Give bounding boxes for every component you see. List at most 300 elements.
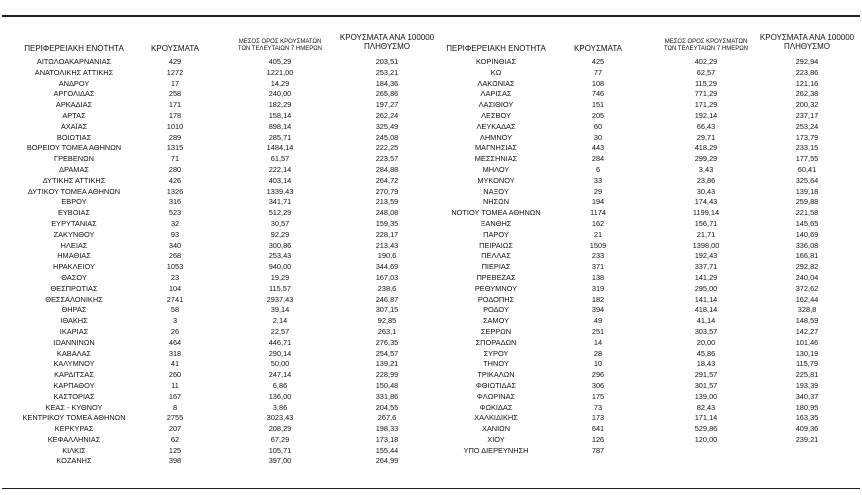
left-region-cell: ΗΡΑΚΛΕΙΟΥ bbox=[53, 262, 95, 272]
left-per100k-cell: 228,99 bbox=[375, 370, 399, 380]
right-avg-cell: 45,86 bbox=[696, 348, 716, 358]
right-region-cell: ΣΥΡΟΥ bbox=[483, 348, 509, 358]
right-per100k-column bbox=[758, 57, 856, 456]
left-region-cell: ΔΥΤΙΚΟΥ ΤΟΜΕΑ ΑΘΗΝΩΝ bbox=[27, 186, 121, 196]
right-cases-cell: 77 bbox=[593, 67, 603, 77]
left-avg-cell: 158,14 bbox=[268, 110, 292, 120]
right-region-cell: ΦΛΩΡΙΝΑΣ bbox=[476, 391, 516, 401]
left-avg-cell: 14,29 bbox=[270, 78, 290, 88]
left-cases-cell: 426 bbox=[168, 175, 182, 185]
left-region-cell: ΙΚΑΡΙΑΣ bbox=[59, 326, 89, 336]
left-per100k-cell: 184,36 bbox=[375, 78, 399, 88]
right-avg-cell: 141,29 bbox=[694, 272, 718, 282]
left-per100k-cell: 267,6 bbox=[377, 413, 397, 423]
right-avg-cell: 171,29 bbox=[694, 100, 718, 110]
header-avg-right bbox=[646, 39, 766, 52]
left-region-cell: ΚΑΡΠΑΘΟΥ bbox=[53, 380, 95, 390]
header-per100k-line1: ΚΡΟΥΣΜΑΤΑ ΑΝΑ 100000 bbox=[339, 33, 435, 42]
left-avg-cell: 290,14 bbox=[268, 348, 292, 358]
left-per100k-cell: 284,88 bbox=[375, 164, 399, 174]
right-per100k-cell: 101,46 bbox=[795, 337, 819, 347]
right-cases-cell: 394 bbox=[591, 305, 605, 315]
left-cases-cell: 316 bbox=[168, 197, 182, 207]
left-avg-cell: 3,86 bbox=[272, 402, 288, 412]
left-per100k-cell: 270,79 bbox=[375, 186, 399, 196]
left-avg-cell: 940,00 bbox=[268, 262, 292, 272]
header-cases-left: ΚΡΟΥΣΜΑΤΑ bbox=[151, 44, 199, 53]
left-avg-cell: 3023,43 bbox=[266, 413, 294, 423]
left-region-cell: ΚΕΝΤΡΙΚΟΥ ΤΟΜΕΑ ΑΘΗΝΩΝ bbox=[22, 413, 126, 423]
right-region-cell: ΦΩΚΙΔΑΣ bbox=[479, 402, 513, 412]
right-cases-cell: 1174 bbox=[590, 208, 606, 218]
right-cases-cell: 28 bbox=[593, 348, 603, 358]
right-avg-cell: 141,14 bbox=[694, 294, 718, 304]
right-region-cell: ΚΩ bbox=[490, 67, 502, 77]
right-avg-cell: 337,71 bbox=[694, 262, 718, 272]
left-avg-cell: 240,00 bbox=[268, 89, 292, 99]
left-avg-cell: 1339,43 bbox=[266, 186, 294, 196]
right-per100k-cell: 130,19 bbox=[795, 348, 819, 358]
left-per100k-cell: 262,24 bbox=[375, 110, 399, 120]
right-region-cell: ΧΑΛΚΙΔΙΚΗΣ bbox=[474, 413, 518, 423]
right-region-cell: ΝΟΤΙΟΥ ΤΟΜΕΑ ΑΘΗΝΩΝ bbox=[451, 208, 541, 218]
header-region-right: ΠΕΡΙΦΕΡΕΙΑΚΗ ΕΝΟΤΗΤΑ bbox=[446, 44, 546, 53]
bottom-rule bbox=[2, 488, 860, 489]
left-cases-cell: 260 bbox=[168, 370, 182, 380]
left-region-cell: ΚΟΖΑΝΗΣ bbox=[56, 456, 92, 466]
right-region-cell: ΠΡΕΒΕΖΑΣ bbox=[476, 272, 516, 282]
left-per100k-cell: 245,08 bbox=[375, 132, 399, 142]
left-cases-cell: 1315 bbox=[166, 143, 184, 153]
right-per100k-cell: 336,08 bbox=[795, 240, 819, 250]
left-region-cell: ΕΒΡΟΥ bbox=[61, 197, 87, 207]
right-region-cell: ΝΑΞΟΥ bbox=[483, 186, 509, 196]
right-per100k-cell: 177,55 bbox=[795, 154, 819, 164]
left-region-cell: ΚΑΒΑΛΑΣ bbox=[56, 348, 92, 358]
right-per100k-cell: 233,15 bbox=[795, 143, 819, 153]
left-per100k-cell: 344,69 bbox=[375, 262, 399, 272]
left-region-cell: ΙΩΑΝΝΙΝΩΝ bbox=[53, 337, 95, 347]
left-cases-cell: 104 bbox=[168, 283, 182, 293]
left-avg-cell: 115,57 bbox=[268, 283, 292, 293]
left-per100k-cell: 167,03 bbox=[375, 272, 399, 282]
left-avg-cell: 405,29 bbox=[268, 57, 292, 66]
right-region-cell: ΡΟΔΟΥ bbox=[483, 305, 509, 315]
right-avg-cell: 20,00 bbox=[696, 337, 716, 347]
left-avg-cell: 1484,14 bbox=[266, 143, 294, 153]
left-region-cell: ΗΜΑΘΙΑΣ bbox=[57, 251, 91, 261]
left-avg-cell: 1221,00 bbox=[266, 67, 294, 77]
right-region-cell: ΡΟΔΟΠΗΣ bbox=[477, 294, 515, 304]
right-cases-cell: 296 bbox=[591, 370, 605, 380]
right-per100k-cell: 221,58 bbox=[795, 208, 819, 218]
right-per100k-cell: 225,81 bbox=[795, 370, 819, 380]
left-avg-cell: 67,29 bbox=[270, 434, 290, 444]
header-per100k-left bbox=[332, 34, 442, 52]
right-avg-cell: 120,00 bbox=[694, 434, 718, 444]
left-avg-cell: 898,14 bbox=[268, 121, 292, 131]
left-region-cell: ΑΙΤΩΛΟΑΚΑΡΝΑΝΙΑΣ bbox=[36, 57, 112, 66]
right-avg-cell: 418,14 bbox=[694, 305, 718, 315]
left-region-cell: ΑΝΔΡΟΥ bbox=[58, 78, 90, 88]
right-cases-cell: 108 bbox=[591, 78, 605, 88]
header-region-left: ΠΕΡΙΦΕΡΕΙΑΚΗ ΕΝΟΤΗΤΑ bbox=[24, 44, 124, 53]
left-region-cell: ΚΑΡΔΙΤΣΑΣ bbox=[54, 370, 94, 380]
right-region-cell: ΣΑΜΟΥ bbox=[482, 316, 510, 326]
right-region-cell: ΣΠΟΡΑΔΩΝ bbox=[475, 337, 517, 347]
left-avg-cell: 22,57 bbox=[270, 326, 290, 336]
left-per100k-cell: 223,57 bbox=[375, 154, 399, 164]
right-cases-cell: 30 bbox=[593, 132, 603, 142]
right-avg-cell: 1398,00 bbox=[692, 240, 720, 250]
left-region-cell: ΖΑΚΥΝΘΟΥ bbox=[53, 229, 95, 239]
right-cases-cell: 641 bbox=[591, 424, 605, 434]
right-per100k-cell: 292,94 bbox=[795, 57, 819, 66]
right-cases-cell: 49 bbox=[593, 316, 603, 326]
top-rule bbox=[2, 15, 860, 17]
left-per100k-cell: 254,57 bbox=[375, 348, 399, 358]
left-per100k-cell: 331,86 bbox=[375, 391, 399, 401]
right-per100k-cell: 173,79 bbox=[795, 132, 819, 142]
left-region-cell: ΚΕΦΑΛΛΗΝΙΑΣ bbox=[47, 434, 101, 444]
right-region-cell: ΜΕΣΣΗΝΙΑΣ bbox=[474, 154, 518, 164]
left-per100k-cell: 213,43 bbox=[375, 240, 399, 250]
header-avg-line2: ΤΩΝ ΤΕΛΕΥΤΑΙΩΝ 7 ΗΜΕΡΩΝ bbox=[237, 45, 323, 52]
right-region-cell: ΠΙΕΡΙΑΣ bbox=[481, 262, 511, 272]
left-per100k-cell: 238,6 bbox=[377, 283, 397, 293]
right-cases-cell: 173 bbox=[591, 413, 605, 423]
right-per100k-cell: 139,18 bbox=[795, 186, 819, 196]
right-per100k-cell: 239,21 bbox=[795, 434, 819, 444]
right-avg-cell: 23,86 bbox=[696, 175, 716, 185]
left-region-cell: ΑΝΑΤΟΛΙΚΗΣ ΑΤΤΙΚΗΣ bbox=[34, 67, 114, 77]
right-region-cell: ΤΡΙΚΑΛΩΝ bbox=[477, 370, 515, 380]
left-per100k-cell: 228,17 bbox=[375, 229, 399, 239]
right-cases-cell: 443 bbox=[591, 143, 605, 153]
right-per100k-cell: 253,24 bbox=[795, 121, 819, 131]
right-per100k-cell: 193,39 bbox=[795, 380, 819, 390]
left-cases-column bbox=[144, 57, 206, 467]
left-per100k-cell: 190,6 bbox=[377, 251, 397, 261]
left-region-cell: ΙΘΑΚΗΣ bbox=[60, 316, 88, 326]
right-region-cell: ΛΑΚΩΝΙΑΣ bbox=[477, 78, 515, 88]
right-region-cell: ΚΟΡΙΝΘΙΑΣ bbox=[475, 57, 517, 66]
left-avg-cell: 512,29 bbox=[268, 208, 292, 218]
header-per100k-line1: ΚΡΟΥΣΜΑΤΑ ΑΝΑ 100000 bbox=[759, 33, 855, 42]
right-region-cell: ΥΠΟ ΔΙΕΡΕΥΝΗΣΗ bbox=[463, 445, 529, 455]
left-cases-cell: 289 bbox=[168, 132, 182, 142]
left-per100k-cell: 307,15 bbox=[375, 305, 399, 315]
right-region-cell: ΤΗΝΟΥ bbox=[483, 359, 509, 369]
left-avg-cell: 2,14 bbox=[272, 316, 288, 326]
left-cases-cell: 11 bbox=[171, 380, 179, 390]
right-cases-cell: 194 bbox=[591, 197, 605, 207]
left-avg-cell: 285,71 bbox=[268, 132, 292, 142]
right-cases-cell: 126 bbox=[591, 434, 605, 444]
right-cases-cell: 205 bbox=[591, 110, 605, 120]
right-cases-cell: 33 bbox=[593, 175, 603, 185]
right-avg-cell: 402,29 bbox=[694, 57, 718, 66]
header-per100k-right bbox=[752, 34, 862, 52]
right-avg-cell: 139,00 bbox=[694, 391, 718, 401]
right-region-cell: ΛΕΥΚΑΔΑΣ bbox=[476, 121, 516, 131]
right-avg-cell: 192,14 bbox=[694, 110, 718, 120]
right-region-cell: ΠΕΛΛΑΣ bbox=[481, 251, 511, 261]
right-per100k-cell: 328,8 bbox=[797, 305, 817, 315]
right-avg-cell: 529,86 bbox=[694, 424, 718, 434]
right-region-cell: ΣΕΡΡΩΝ bbox=[480, 326, 512, 336]
right-per100k-cell: 162,44 bbox=[795, 294, 819, 304]
right-avg-cell: 303,57 bbox=[694, 326, 718, 336]
left-region-cell: ΒΟΡΕΙΟΥ ΤΟΜΕΑ ΑΘΗΝΩΝ bbox=[26, 143, 122, 153]
right-region-cell: ΡΕΘΥΜΝΟΥ bbox=[474, 283, 518, 293]
left-cases-cell: 167 bbox=[168, 391, 182, 401]
left-avg-cell: 2937,43 bbox=[266, 294, 294, 304]
left-per100k-cell: 253,21 bbox=[375, 67, 399, 77]
left-cases-cell: 1326 bbox=[166, 186, 184, 196]
header-avg-line1: ΜΕΣΟΣ ΟΡΟΣ ΚΡΟΥΣΜΑΤΩΝ bbox=[238, 39, 322, 45]
left-cases-cell: 178 bbox=[168, 110, 182, 120]
right-per100k-cell: 237,17 bbox=[795, 110, 819, 120]
right-per100k-cell: 121,16 bbox=[795, 78, 819, 88]
left-region-cell: ΚΕΡΚΥΡΑΣ bbox=[54, 424, 94, 434]
right-per100k-cell: 259,88 bbox=[795, 197, 819, 207]
left-region-cell: ΑΡΚΑΔΙΑΣ bbox=[55, 100, 93, 110]
header-per100k-line2: ΠΛΗΘΥΣΜΟ bbox=[783, 41, 831, 51]
right-region-column bbox=[430, 57, 562, 456]
left-region-cell: ΘΗΡΑΣ bbox=[61, 305, 87, 315]
left-per100k-cell: 198,33 bbox=[375, 424, 399, 434]
left-per100k-cell: 139,21 bbox=[375, 359, 399, 369]
right-region-cell: ΞΑΝΘΗΣ bbox=[480, 218, 512, 228]
left-region-cell: ΚΙΛΚΙΣ bbox=[62, 445, 86, 455]
left-cases-cell: 2741 bbox=[166, 294, 184, 304]
right-per100k-cell: 180,95 bbox=[795, 402, 819, 412]
header-avg-line2: ΤΩΝ ΤΕΛΕΥΤΑΙΩΝ 7 ΗΜΕΡΩΝ bbox=[663, 45, 749, 52]
left-cases-cell: 398 bbox=[168, 456, 182, 466]
right-cases-cell: 787 bbox=[591, 445, 605, 455]
right-region-cell: ΦΘΙΩΤΙΔΑΣ bbox=[475, 380, 517, 390]
right-per100k-cell: 166,81 bbox=[795, 251, 819, 261]
right-avg-cell: 291,57 bbox=[694, 370, 718, 380]
left-cases-cell: 32 bbox=[170, 218, 180, 228]
right-cases-column bbox=[567, 57, 629, 456]
left-avg-cell: 19,29 bbox=[270, 272, 290, 282]
left-cases-cell: 2755 bbox=[166, 413, 184, 423]
right-region-cell: ΛΕΣΒΟΥ bbox=[481, 110, 511, 120]
right-per100k-cell: 262,38 bbox=[795, 89, 819, 99]
left-cases-cell: 62 bbox=[170, 434, 180, 444]
right-region-cell: ΧΑΝΙΩΝ bbox=[481, 424, 511, 434]
left-per100k-cell: 248,08 bbox=[375, 208, 399, 218]
left-avg-cell: 403,14 bbox=[268, 175, 292, 185]
right-region-cell: ΛΑΣΙΘΙΟΥ bbox=[478, 100, 514, 110]
left-region-cell: ΗΛΕΙΑΣ bbox=[60, 240, 88, 250]
right-cases-cell: 60 bbox=[593, 121, 603, 131]
left-avg-column bbox=[230, 57, 330, 467]
left-per100k-cell: 222,25 bbox=[375, 143, 399, 153]
right-avg-cell: 771,29 bbox=[694, 89, 718, 99]
left-cases-cell: 523 bbox=[168, 208, 182, 218]
left-per100k-cell: 173,18 bbox=[375, 434, 399, 444]
left-cases-cell: 23 bbox=[170, 272, 180, 282]
left-per100k-cell: 276,35 bbox=[375, 337, 399, 347]
left-cases-cell: 71 bbox=[170, 154, 180, 164]
left-per100k-cell: 197,27 bbox=[375, 100, 399, 110]
left-avg-cell: 446,71 bbox=[268, 337, 292, 347]
right-avg-cell: 156,71 bbox=[694, 218, 718, 228]
left-region-cell: ΒΟΙΩΤΙΑΣ bbox=[56, 132, 92, 142]
right-avg-cell: 299,29 bbox=[694, 154, 718, 164]
right-per100k-cell: 145,65 bbox=[795, 218, 819, 228]
left-cases-cell: 1272 bbox=[166, 67, 184, 77]
left-cases-cell: 258 bbox=[168, 89, 182, 99]
right-avg-cell: 295,00 bbox=[694, 283, 718, 293]
right-per100k-cell: 340,37 bbox=[795, 391, 819, 401]
left-region-cell: ΘΕΣΠΡΩΤΙΑΣ bbox=[50, 283, 98, 293]
left-avg-cell: 6,86 bbox=[272, 380, 288, 390]
left-avg-cell: 61,57 bbox=[270, 154, 290, 164]
right-cases-cell: 1509 bbox=[589, 240, 607, 250]
right-per100k-cell: 200,32 bbox=[795, 100, 819, 110]
right-cases-cell: 73 bbox=[593, 402, 603, 412]
right-avg-cell: 174,43 bbox=[694, 197, 718, 207]
left-region-cell: ΘΕΣΣΑΛΟΝΙΚΗΣ bbox=[45, 294, 103, 304]
left-cases-cell: 340 bbox=[168, 240, 182, 250]
left-cases-cell: 125 bbox=[168, 445, 182, 455]
right-per100k-cell: 223,86 bbox=[795, 67, 819, 77]
right-per100k-cell: 372,62 bbox=[795, 283, 819, 293]
left-cases-cell: 318 bbox=[168, 348, 182, 358]
right-cases-cell: 251 bbox=[591, 326, 605, 336]
left-per100k-cell: 159,35 bbox=[375, 218, 399, 228]
left-per100k-cell: 264,72 bbox=[375, 175, 399, 185]
right-avg-cell: 301,57 bbox=[694, 380, 718, 390]
right-avg-cell: 29,71 bbox=[696, 132, 716, 142]
right-per100k-cell: 409,36 bbox=[795, 424, 819, 434]
right-region-cell: ΛΗΜΝΟΥ bbox=[479, 132, 513, 142]
right-cases-cell: 138 bbox=[591, 272, 605, 282]
right-cases-cell: 14 bbox=[593, 337, 603, 347]
right-avg-cell: 3,43 bbox=[698, 164, 714, 174]
left-cases-cell: 207 bbox=[168, 424, 182, 434]
right-region-cell: ΜΗΛΟΥ bbox=[482, 164, 510, 174]
right-cases-cell: 21 bbox=[593, 229, 603, 239]
right-per100k-cell: 148,59 bbox=[795, 316, 819, 326]
left-region-cell: ΑΡΓΟΛΙΔΑΣ bbox=[53, 89, 95, 99]
left-region-cell: ΚΑΣΤΟΡΙΑΣ bbox=[53, 391, 95, 401]
left-avg-cell: 397,00 bbox=[268, 456, 292, 466]
left-region-cell: ΘΑΣΟΥ bbox=[61, 272, 87, 282]
left-region-cell: ΕΥΡΥΤΑΝΙΑΣ bbox=[51, 218, 97, 228]
left-avg-cell: 300,86 bbox=[268, 240, 292, 250]
left-avg-cell: 92,29 bbox=[270, 229, 290, 239]
right-avg-cell: 82,43 bbox=[696, 402, 716, 412]
left-region-cell: ΕΥΒΟΙΑΣ bbox=[57, 208, 91, 218]
left-avg-cell: 208,29 bbox=[268, 424, 292, 434]
right-cases-cell: 746 bbox=[591, 89, 605, 99]
right-region-cell: ΝΗΣΩΝ bbox=[482, 197, 510, 207]
right-per100k-cell: 142,27 bbox=[795, 326, 819, 336]
right-per100k-cell: 163,35 bbox=[795, 413, 819, 423]
left-avg-cell: 105,71 bbox=[268, 445, 292, 455]
left-region-cell: ΑΧΑΪΑΣ bbox=[60, 121, 88, 131]
right-per100k-cell: 325,64 bbox=[795, 175, 819, 185]
right-per100k-cell: 140,69 bbox=[795, 229, 819, 239]
left-region-cell: ΓΡΕΒΕΝΩΝ bbox=[54, 154, 94, 164]
left-per100k-cell: 213,59 bbox=[375, 197, 399, 207]
left-per100k-cell: 246,87 bbox=[375, 294, 399, 304]
left-cases-cell: 8 bbox=[172, 402, 178, 412]
right-region-cell: ΜΑΓΝΗΣΙΑΣ bbox=[475, 143, 517, 153]
left-region-column bbox=[8, 57, 140, 467]
left-avg-cell: 247,14 bbox=[268, 370, 292, 380]
right-cases-cell: 319 bbox=[591, 283, 605, 293]
right-avg-cell: 1199,14 bbox=[692, 208, 720, 218]
left-region-cell: ΑΡΤΑΣ bbox=[62, 110, 86, 120]
left-avg-cell: 30,57 bbox=[270, 218, 290, 228]
left-per100k-cell: 150,48 bbox=[375, 380, 399, 390]
left-per100k-cell: 204,55 bbox=[375, 402, 399, 412]
left-region-cell: ΚΕΑΣ - ΚΥΘΝΟΥ bbox=[45, 402, 103, 412]
left-region-cell: ΔΥΤΙΚΗΣ ΑΤΤΙΚΗΣ bbox=[42, 175, 106, 185]
left-per100k-cell: 92,85 bbox=[377, 316, 397, 326]
left-per100k-cell: 325,49 bbox=[375, 121, 399, 131]
right-cases-cell: 162 bbox=[591, 218, 605, 228]
left-avg-cell: 50,00 bbox=[270, 359, 290, 369]
left-per100k-cell: 155,44 bbox=[375, 445, 399, 455]
right-avg-column bbox=[656, 57, 756, 456]
header-avg-line1: ΜΕΣΟΣ ΟΡΟΣ ΚΡΟΥΣΜΑΤΩΝ bbox=[664, 39, 748, 45]
right-cases-cell: 10 bbox=[593, 359, 603, 369]
left-avg-cell: 222,14 bbox=[268, 164, 292, 174]
left-cases-cell: 171 bbox=[168, 100, 182, 110]
right-per100k-cell bbox=[758, 446, 856, 457]
right-cases-cell: 151 bbox=[591, 100, 605, 110]
right-per100k-cell: 292,82 bbox=[795, 262, 819, 272]
header-per100k-line2: ΠΛΗΘΥΣΜΟ bbox=[363, 41, 411, 51]
left-avg-cell: 136,00 bbox=[268, 391, 292, 401]
right-avg-cell: 171,14 bbox=[694, 413, 718, 423]
right-cases-cell: 284 bbox=[591, 154, 605, 164]
right-cases-cell: 182 bbox=[591, 294, 605, 304]
right-avg-cell bbox=[656, 446, 756, 457]
left-cases-cell: 41 bbox=[170, 359, 180, 369]
left-avg-cell: 341,71 bbox=[268, 197, 292, 207]
right-region-cell: ΠΑΡΟΥ bbox=[483, 229, 509, 239]
right-avg-cell: 30,43 bbox=[696, 186, 716, 196]
left-per100k-column bbox=[338, 57, 436, 467]
right-avg-cell: 62,57 bbox=[696, 67, 716, 77]
left-per100k-cell: 203,51 bbox=[375, 57, 399, 66]
right-cases-cell: 371 bbox=[591, 262, 605, 272]
right-cases-cell: 425 bbox=[591, 57, 605, 66]
right-per100k-cell: 240,04 bbox=[795, 272, 819, 282]
left-avg-cell: 182,29 bbox=[268, 100, 292, 110]
right-region-cell: ΛΑΡΙΣΑΣ bbox=[480, 89, 512, 99]
left-cases-cell: 58 bbox=[170, 305, 180, 315]
right-cases-cell: 306 bbox=[591, 380, 605, 390]
left-per100k-cell: 265,86 bbox=[375, 89, 399, 99]
right-region-cell: ΠΕΙΡΑΙΩΣ bbox=[479, 240, 513, 250]
left-cases-cell: 17 bbox=[170, 78, 180, 88]
right-cases-cell: 29 bbox=[593, 186, 603, 196]
left-cases-cell: 93 bbox=[170, 229, 180, 239]
right-avg-cell: 18,43 bbox=[696, 359, 716, 369]
right-per100k-cell: 60,41 bbox=[797, 164, 817, 174]
header-avg-left bbox=[220, 39, 340, 52]
left-cases-cell: 26 bbox=[170, 326, 180, 336]
